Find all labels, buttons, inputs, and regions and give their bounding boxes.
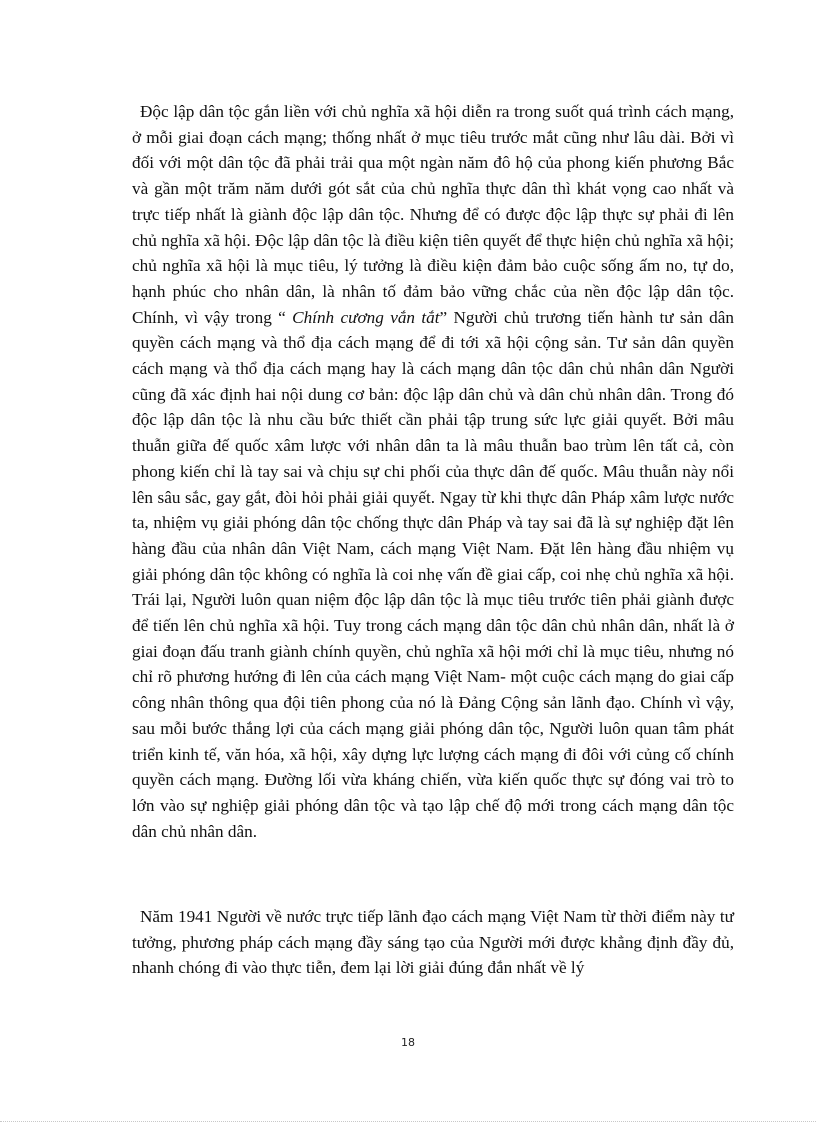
page-number: 18 — [401, 1036, 415, 1049]
body-paragraph-1 — [132, 99, 734, 844]
body-paragraph-2 — [132, 904, 734, 981]
page-bottom-divider — [0, 1121, 816, 1122]
paragraph-1-after-quote: ” Người chủ trương tiến hành tư sản dân quyền cách mạng và thổ địa cách mạng để đi tới xã hội cộng sản. Tư sản dân quyền cách mạng và thổ địa cách mạng hay là cách mạng dân tộc dân chủ nhân dân Người cũng đã xác định hai nội dung cơ bản: độc lập dân chủ và dân chủ nhân dân. Trong đó độc lập dân tộc là nhu cầu bức thiết cần phải tập trung sức lực giải quyết. Bởi mâu thuẫn giữa đế quốc xâm lược với nhân dân ta là mâu thuẫn bao trùm lên tất cả, còn phong kiến chỉ là tay sai và chịu sự chi phối của thực dân đế quốc. Mâu thuẫn này nổi lên sâu sắc, gay gắt, đòi hỏi phải giải quyết. Ngay từ khi thực dân Pháp xâm lược nước ta, nhiệm vụ giải phóng dân tộc chống thực dân Pháp và tay sai đã là sự nghiệp đặt lên hàng đầu của nhân dân Việt Nam, cách mạng Việt Nam. Đặt lên hàng đầu nhiệm vụ giải phóng dân tộc không có nghĩa là coi nhẹ vấn đề giai cấp, coi nhẹ chủ nghĩa xã hội. Trái lại, Người luôn quan niệm độc lập dân tộc là mục tiêu trước tiên phải giành được để tiến lên chủ nghĩa xã hội. Tuy trong cách mạng dân tộc dân chủ nhân dân, nhất là ở giai đoạn đấu tranh giành chính quyền, chủ nghĩa xã hội mới chỉ là mục tiêu, nhưng nó chỉ rõ phương hướng đi lên của cách mạng Việt Nam- một cuộc cách mạng do giai cấp công nhân thông qua đội tiên phong của nó là Đảng Cộng sản lãnh đạo. Chính vì vậy, sau mỗi bước thắng lợi của cách mạng giải phóng dân tộc, Người luôn quan tâm phát triển kinh tế, văn hóa, xã hội, xây dựng lực lượng cách mạng đi đôi với củng cố chính quyền cách mạng. Đường lối vừa kháng chiến, vừa kiến quốc thực sự đóng vai trò to lớn vào sự nghiệp giải phóng dân tộc và tạo lập chế độ mới trong cách mạng dân tộc dân chủ nhân dân. — [132, 307, 734, 841]
paragraph-2-text — [132, 904, 734, 981]
paragraph-1-before-quote: Độc lập dân tộc gắn liền với chủ nghĩa xã hội diễn ra trong suốt quá trình cách mạng, ở mỗi giai đoạn cách mạng; thống nhất ở mục tiêu trước mắt cũng như lâu dài. Bởi vì đối với một dân tộc đã phải trải qua một ngàn năm đô hộ của phong kiến phương Bắc và gần một trăm năm dưới gót sắt của chủ nghĩa thực dân thì khát vọng cao nhất và trực tiếp nhất là giành độc lập dân tộc. Nhưng để có được độc lập thực sự phải đi lên chủ nghĩa xã hội. Độc lập dân tộc là điều kiện tiên quyết để thực hiện chủ nghĩa xã hội; chủ nghĩa xã hội là mục tiêu, lý tưởng là điều kiện đảm bảo cuộc sống ấm no, tự do, hạnh phúc cho nhân dân, là nhân tố đảm bảo vững chắc của nền độc lập dân tộc. Chính, vì vậy trong “ — [132, 102, 734, 327]
paragraph-1-text — [132, 99, 734, 844]
paragraph-2-content: Năm 1941 Người về nước trực tiếp lãnh đạo cách mạng Việt Nam từ thời điểm này tư tưởng, phương pháp cách mạng đầy sáng tạo của Người mới được khẳng định đầy đủ, nhanh chóng đi vào thực tiễn, đem lại lời giải đúng đắn nhất về lý — [132, 907, 734, 978]
quoted-title: Chính cương vắn tắt — [292, 307, 440, 327]
